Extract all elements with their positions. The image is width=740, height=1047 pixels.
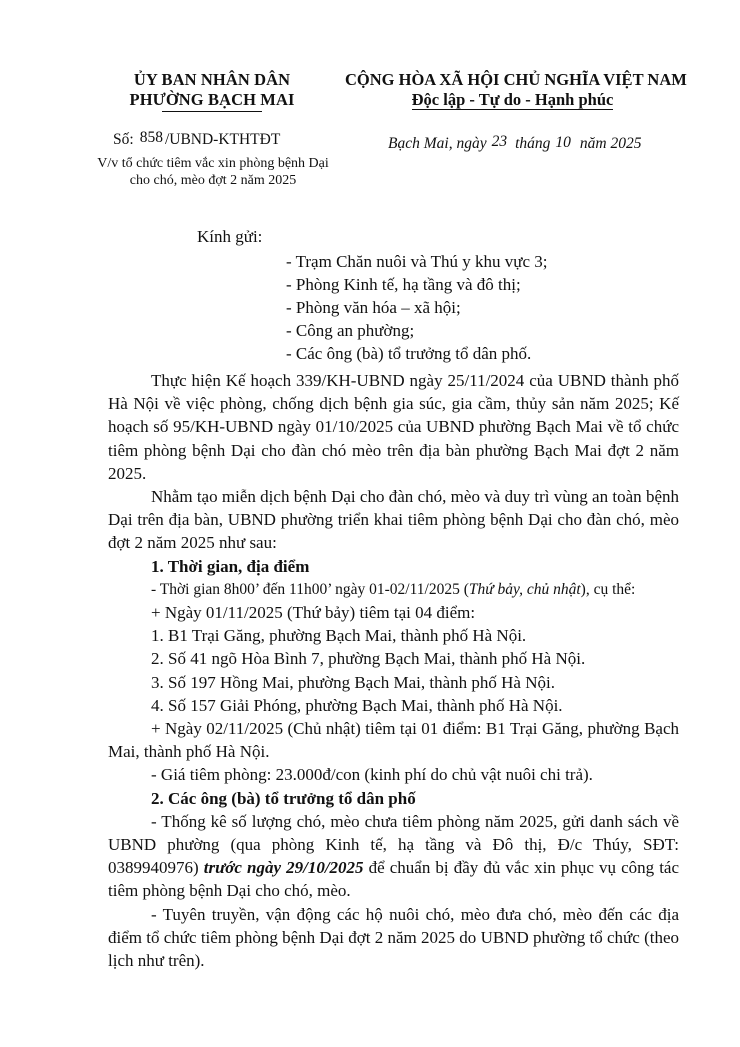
recipients-list (286, 250, 548, 365)
location-item: 3. Số 197 Hồng Mai, phường Bạch Mai, thành phố Hà Nội. (151, 672, 555, 692)
document-number-suffix: /UBND-KTHTĐT (164, 131, 281, 148)
section2-heading: 2. Các ông (bà) tổ trưởng tổ dân phố (151, 788, 416, 808)
section2-item2: - Tuyên truyền, vận động các hộ nuôi chó, mèo đưa chó, mèo đến các địa điểm tổ chức tiêm phòng bệnh Dại đợt 2 năm 2025 do UBND phường tổ chức (theo lịch như trên). (108, 904, 679, 971)
section2-item1: - Thống kê số lượng chó, mèo chưa tiêm phòng năm 2025, gửi danh sách về UBND phường (qua phòng Kinh tế, hạ tầng và Đô thị, Đ/c Thúy, SĐT: 0389940976) trước ngày 29/10/2025 để chuẩn bị đầy đủ vắc xin phục vụ công tác tiêm phòng bệnh Dại cho chó, mèo. (108, 811, 680, 901)
recipient-item: - Phòng văn hóa – xã hội; (286, 298, 461, 317)
schedule-day1: + Ngày 01/11/2025 (Thứ bảy) tiêm tại 04 điểm: (151, 603, 476, 623)
schedule-time: - Thời gian 8h00’ đến 11h00’ ngày 01-02/11/2025 (Thứ bảy, chủ nhật), cụ thể: (151, 580, 636, 598)
recipients-label: Kính gửi: (197, 227, 263, 246)
recipient-item: - Công an phường; (286, 321, 415, 340)
issue-date (388, 135, 641, 153)
location-item: 2. Số 41 ngõ Hòa Bình 7, phường Bạch Mai, thành phố Hà Nội. (151, 649, 586, 669)
deadline-emphasis: trước ngày 29/10/2025 (203, 858, 364, 878)
paragraph-purpose: Nhằm tạo miễn dịch bệnh Dại cho đàn chó, mèo và duy trì vùng an toàn bệnh Dại trên địa bàn, UBND phường triển khai tiêm phòng bệnh Dại cho đàn chó, mèo đợt 2 năm 2025 như sau: (108, 487, 679, 553)
date-day: 23 (491, 133, 508, 150)
authority-underline (162, 111, 262, 112)
document-number-value: 858 (139, 129, 163, 146)
issuing-authority (92, 70, 332, 112)
recipient-item: - Phòng Kinh tế, hạ tầng và đô thị; (286, 275, 521, 294)
section1-heading: 1. Thời gian, địa điểm (151, 556, 310, 576)
nation-name: CỘNG HÒA XÃ HỘI CHỦ NGHĨA VIỆT NAM (345, 70, 687, 89)
document-number (113, 131, 280, 149)
vaccination-price: - Giá tiêm phòng: 23.000đ/con (kinh phí do chủ vật nuôi chi trả). (151, 765, 593, 785)
document-number-prefix: Số: (113, 131, 134, 148)
national-motto: Độc lập - Tự do - Hạnh phúc (411, 90, 614, 109)
recipient-item: - Các ông (bà) tổ trưởng tổ dân phố. (286, 344, 532, 363)
national-header (345, 70, 687, 110)
subject-line2: cho chó, mèo đợt 2 năm 2025 (129, 173, 297, 188)
date-year: năm 2025 (579, 135, 642, 152)
schedule-day2: + Ngày 02/11/2025 (Chủ nhật) tiêm tại 01 điểm: B1 Trại Găng, phường Bạch Mai, thành phố Hà Nội. (108, 719, 679, 762)
location-item: 1. B1 Trại Găng, phường Bạch Mai, thành phố Hà Nội. (151, 626, 527, 646)
recipient-item: - Trạm Chăn nuôi và Thú y khu vực 3; (286, 252, 548, 271)
date-month: 10 (555, 134, 571, 151)
paragraph-legal-basis: Thực hiện Kế hoạch 339/KH-UBND ngày 25/11/2024 của UBND thành phố Hà Nội về việc phòng, chống dịch bệnh gia súc, gia cầm, thủy sản năm 2025; Kế hoạch số 95/KH-UBND ngày 01/10/2025 của UBND phường Bạch Mai về tổ chức tiêm phòng bệnh Dại cho đàn chó mèo trên địa bàn phường Bạch Mai đợt 2 năm 2025. (108, 371, 679, 483)
date-prefix: Bạch Mai, ngày (388, 135, 487, 152)
date-month-label: tháng (515, 135, 551, 152)
schedule-days: Thứ bảy, chủ nhật (468, 580, 581, 598)
authority-name-line2: PHƯỜNG BẠCH MAI (129, 90, 295, 109)
location-item: 4. Số 157 Giải Phóng, phường Bạch Mai, thành phố Hà Nội. (151, 695, 563, 715)
authority-name-line1: ỦY BAN NHÂN DÂN (133, 70, 291, 89)
subject-line1: V/v tổ chức tiêm vắc xin phòng bệnh Dại (97, 156, 329, 171)
document-subject (92, 155, 334, 189)
document-body (108, 369, 679, 972)
